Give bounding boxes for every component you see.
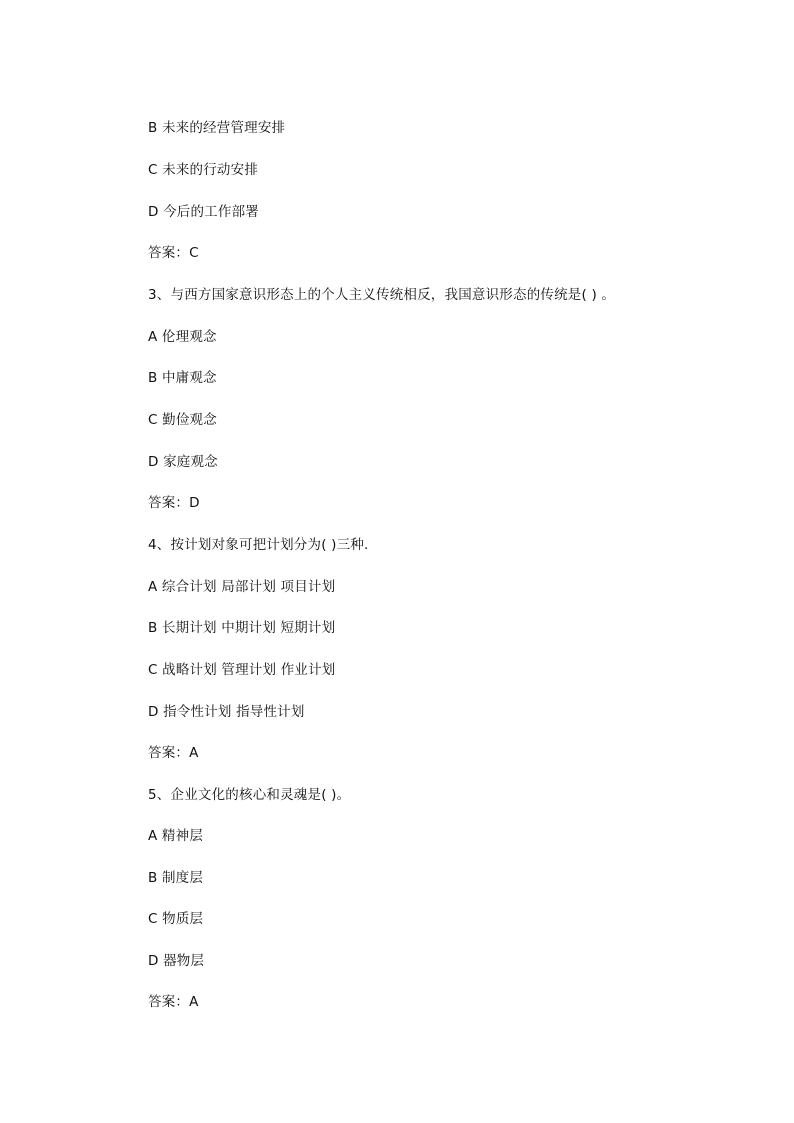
- option-a-q3: A 伦理观念: [148, 329, 217, 345]
- option-d-q2: D 今后的工作部署: [148, 204, 259, 220]
- answer-q5: 答案：A: [148, 994, 199, 1010]
- option-b-q4: B 长期计划 中期计划 短期计划: [148, 620, 336, 636]
- option-c-q5: C 物质层: [148, 911, 204, 927]
- option-c-q4: C 战略计划 管理计划 作业计划: [148, 662, 336, 678]
- answer-q4: 答案：A: [148, 745, 199, 761]
- option-d-q3: D 家庭观念: [148, 454, 218, 470]
- option-c-q3: C 勤俭观念: [148, 412, 217, 428]
- option-b-q2: B 未来的经营管理安排: [148, 120, 286, 136]
- option-d-q5: D 器物层: [148, 953, 205, 969]
- option-c-q2: C 未来的行动安排: [148, 162, 259, 178]
- option-a-q4: A 综合计划 局部计划 项目计划: [148, 579, 336, 595]
- answer-q2: 答案：C: [148, 245, 199, 261]
- answer-q3: 答案：D: [148, 495, 200, 511]
- option-d-q4: D 指令性计划 指导性计划: [148, 704, 305, 720]
- option-b-q5: B 制度层: [148, 870, 204, 886]
- option-b-q3: B 中庸观念: [148, 370, 217, 386]
- option-a-q5: A 精神层: [148, 828, 204, 844]
- question-5: 5、企业文化的核心和灵魂是( )。: [148, 787, 351, 803]
- question-4: 4、按计划对象可把计划分为( )三种.: [148, 537, 369, 553]
- question-3: 3、与西方国家意识形态上的个人主义传统相反，我国意识形态的传统是( ) 。: [148, 287, 616, 303]
